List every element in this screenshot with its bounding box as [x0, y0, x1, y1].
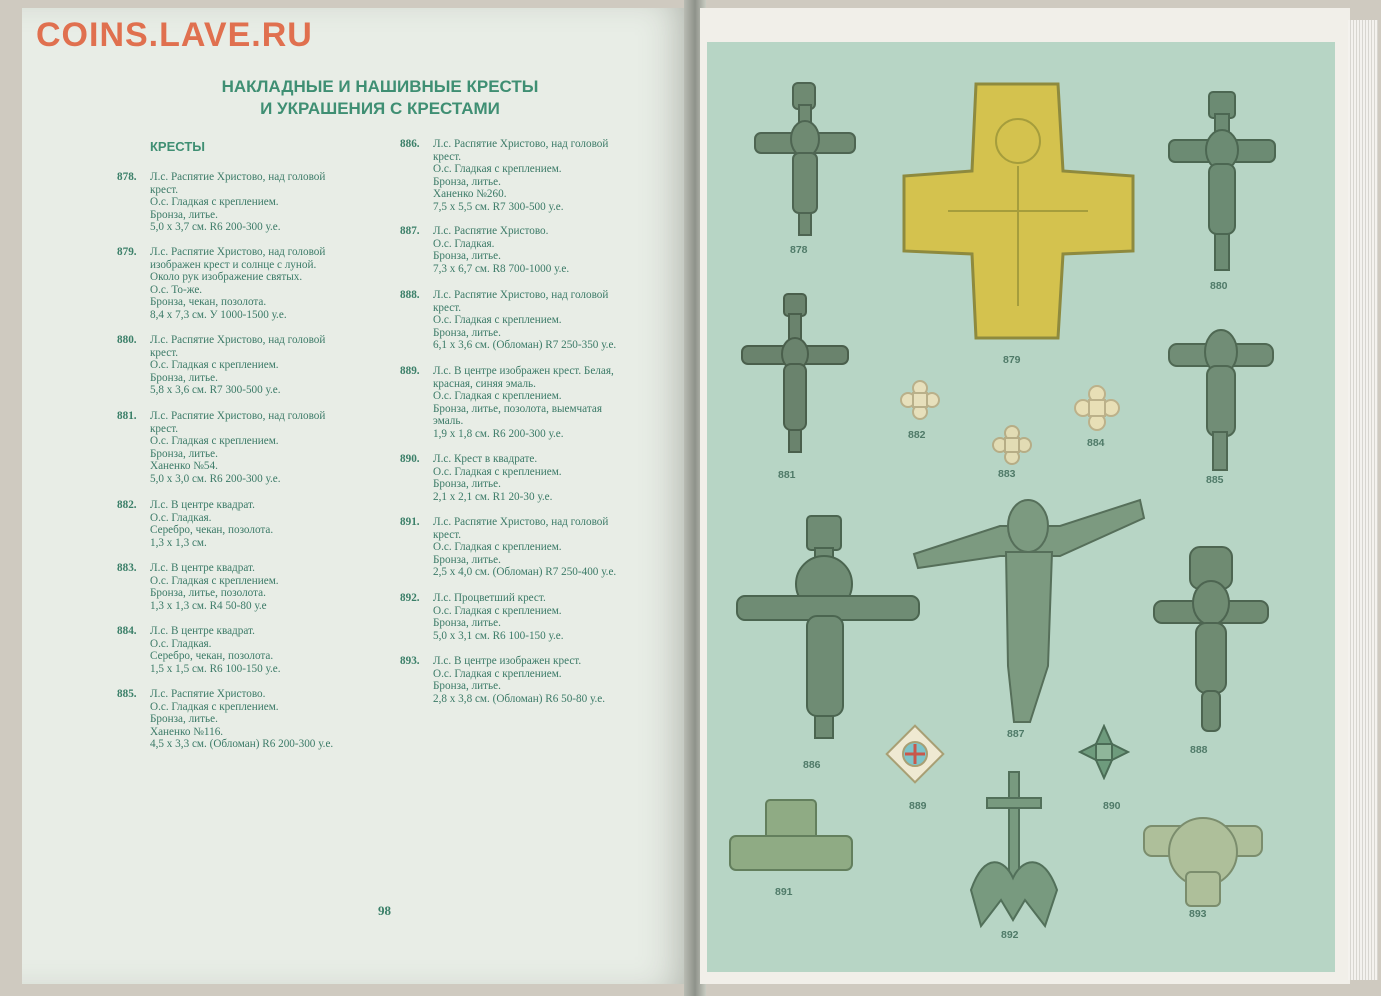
entry-line: крест.: [150, 422, 179, 435]
entry-line: Бронза, литье.: [150, 713, 218, 726]
entry-line: Ханенко №54.: [150, 460, 218, 473]
catalog-entry: [117, 246, 410, 322]
entry-line: 1,9 х 1,8 см. R6 200-300 у.е.: [433, 427, 564, 440]
cross-882-image: [900, 380, 940, 420]
catalog-entry: [117, 499, 410, 549]
entry-line: Л.с. Распятие Христово, над головой: [150, 171, 326, 183]
entry-line: О.с. Гладкая с креплением.: [150, 435, 279, 448]
entry-line: изображен крест и солнце с луной.: [150, 258, 317, 271]
entry-line: О.с. Гладкая с креплением.: [150, 196, 279, 209]
entry-line: Бронза, литье.: [433, 478, 501, 491]
entry-line: Бронза, литье, позолота, выемчатая: [433, 402, 602, 415]
entry-line: Л.с. В центре изображен крест.: [433, 655, 582, 667]
figure-label: 891: [775, 886, 793, 898]
entry-line: 6,1 х 3,6 см. (Обломан) R7 250-350 у.е.: [433, 339, 617, 352]
entry-line: Л.с. Распятие Христово.: [150, 688, 266, 700]
entry-number: 882.: [117, 499, 137, 511]
entry-line: Л.с. Распятие Христово, над головой: [150, 246, 326, 258]
entry-line: Л.с. В центре изображен крест. Белая,: [433, 365, 614, 377]
entry-line: Л.с. Процветший крест.: [433, 592, 546, 604]
entry-line: Серебро, чекан, позолота.: [150, 650, 274, 663]
entry-number: 884.: [117, 625, 137, 637]
figure-label: 892: [1001, 929, 1019, 941]
entry-line: Бронза, чекан, позолота.: [150, 296, 267, 309]
catalog-entry: [117, 334, 410, 397]
entry-line: Л.с. Распятие Христово, над головой: [433, 516, 609, 528]
cross-879-image: [898, 76, 1138, 346]
entry-line: О.с. Гладкая с креплением.: [433, 163, 562, 176]
entry-line: 1,3 х 1,3 см.: [150, 536, 207, 549]
entry-line: 7,3 х 6,7 см. R8 700-1000 у.е.: [433, 262, 570, 275]
entry-number: 879.: [117, 246, 137, 258]
figure-label: 879: [1003, 354, 1021, 366]
cross-888-image: [1152, 545, 1270, 735]
entry-number: 885.: [117, 688, 137, 700]
catalog-entry: [400, 516, 693, 579]
catalog-entry: [117, 625, 410, 675]
catalog-entry: [400, 365, 693, 441]
entry-line: О.с. Гладкая с креплением.: [433, 541, 562, 554]
entry-line: эмаль.: [433, 415, 464, 428]
entry-number: 880.: [117, 334, 137, 346]
entry-line: 2,8 х 3,8 см. (Обломан) R6 50-80 у.е.: [433, 692, 606, 705]
entry-line: Бронза, литье.: [433, 250, 501, 263]
cross-880-image: [1165, 90, 1280, 275]
entry-line: Бронза, литье.: [433, 680, 501, 693]
catalog-entry: [117, 562, 410, 612]
entry-line: О.с. Гладкая с креплением.: [150, 574, 279, 587]
cross-887-image: [910, 496, 1146, 726]
cross-889-image: [885, 720, 945, 790]
catalog-entry: [400, 592, 693, 642]
entry-line: О.с. Гладкая с креплением.: [433, 465, 562, 478]
catalog-entry: [117, 688, 410, 751]
entry-line: О.с. Гладкая с креплением.: [433, 390, 562, 403]
entry-line: Л.с. Крест в квадрате.: [433, 453, 538, 465]
entry-line: Ханенко №260.: [433, 188, 507, 201]
entry-number: 881.: [117, 410, 137, 422]
figure-label: 887: [1007, 728, 1025, 740]
section-heading: КРЕСТЫ: [150, 139, 206, 154]
entry-line: Бронза, литье.: [150, 208, 218, 221]
entry-line: Л.с. Распятие Христово, над головой: [150, 410, 326, 422]
entry-line: Л.с. Распятие Христово.: [433, 225, 549, 237]
page-title-line-1: НАКЛАДНЫЕ И НАШИВНЫЕ КРЕСТЫ: [221, 77, 539, 96]
cross-884-image: [1074, 385, 1120, 431]
entry-line: Бронза, литье.: [433, 326, 501, 339]
entry-line: Бронза, литье.: [433, 617, 501, 630]
entry-line: 7,5 х 5,5 см. R7 300-500 у.е.: [433, 200, 564, 213]
figure-label: 888: [1190, 744, 1208, 756]
entry-line: О.с. Гладкая.: [150, 637, 212, 650]
page-number: 98: [378, 903, 391, 918]
cross-886-image: [733, 512, 923, 752]
entry-number: 893.: [400, 655, 420, 667]
entry-line: крест.: [433, 301, 462, 314]
figure-label: 880: [1210, 280, 1228, 292]
entry-number: 878.: [117, 171, 137, 183]
catalog-entry: [400, 225, 693, 275]
entry-line: 5,0 х 3,1 см. R6 100-150 у.е.: [433, 629, 564, 642]
entry-number: 890.: [400, 453, 420, 465]
entry-line: крест.: [433, 150, 462, 163]
catalog-entry: [117, 410, 410, 486]
entry-line: Бронза, литье, позолота.: [150, 587, 266, 600]
catalog-entry: [117, 171, 410, 234]
entry-line: О.с. Гладкая с креплением.: [433, 314, 562, 327]
entry-line: Бронза, литье.: [150, 447, 218, 460]
entry-line: Л.с. Распятие Христово, над головой: [433, 289, 609, 301]
entry-line: Серебро, чекан, позолота.: [150, 524, 274, 537]
entry-line: О.с. Гладкая.: [433, 237, 495, 250]
entry-line: Л.с. Распятие Христово, над головой: [433, 138, 609, 150]
figure-label: 878: [790, 244, 808, 256]
entry-line: Л.с. В центре квадрат.: [150, 499, 255, 511]
watermark: COINS.LAVE.RU: [36, 16, 313, 54]
entry-number: 883.: [117, 562, 137, 574]
cross-891-image: [728, 796, 854, 886]
entry-line: красная, синяя эмаль.: [433, 377, 536, 390]
figure-label: 886: [803, 759, 821, 771]
entry-number: 886.: [400, 138, 420, 150]
figure-label: 889: [909, 800, 927, 812]
entry-number: 891.: [400, 516, 420, 528]
entry-line: Л.с. В центре квадрат.: [150, 625, 255, 637]
entry-line: Бронза, литье.: [433, 175, 501, 188]
figure-label: 893: [1189, 908, 1207, 920]
figure-label: 881: [778, 469, 796, 481]
figure-label: 885: [1206, 474, 1224, 486]
cross-893-image: [1140, 812, 1266, 908]
catalog-entry: [400, 289, 693, 352]
entry-number: 887.: [400, 225, 420, 237]
figure-label: 882: [908, 429, 926, 441]
entry-line: крест.: [433, 528, 462, 541]
entry-number: 888.: [400, 289, 420, 301]
entry-line: 5,0 х 3,7 см. R6 200-300 у.е.: [150, 221, 281, 234]
page-edges: [1348, 20, 1378, 980]
entry-line: О.с. Гладкая с креплением.: [433, 667, 562, 680]
entry-line: 5,8 х 3,6 см. R7 300-500 у.е.: [150, 384, 281, 397]
entry-line: О.с. То-же.: [150, 283, 203, 296]
cross-885-image: [1165, 322, 1277, 474]
entry-line: 2,1 х 2,1 см. R1 20-30 у.е.: [433, 490, 553, 503]
cross-892-image: [965, 770, 1061, 930]
entry-line: 5,0 х 3,0 см. R6 200-300 у.е.: [150, 472, 281, 485]
entry-line: Л.с. Распятие Христово, над головой: [150, 334, 326, 346]
entry-line: 4,5 х 3,3 см. (Обломан) R6 200-300 у.е.: [150, 738, 334, 751]
entry-line: Бронза, литье.: [433, 553, 501, 566]
catalog-entry: [400, 655, 693, 705]
entry-number: 889.: [400, 365, 420, 377]
figure-label: 884: [1087, 437, 1105, 449]
cross-878-image: [745, 75, 865, 245]
entry-line: 1,3 х 1,3 см. R4 50-80 у.е: [150, 599, 267, 612]
cross-881-image: [740, 292, 850, 457]
entry-line: Л.с. В центре квадрат.: [150, 562, 255, 574]
entry-line: О.с. Гладкая с креплением.: [433, 604, 562, 617]
entry-line: 1,5 х 1,5 см. R6 100-150 у.е.: [150, 662, 281, 675]
entry-line: крест.: [150, 346, 179, 359]
cross-890-image: [1078, 724, 1130, 780]
entry-line: 8,4 х 7,3 см. У 1000-1500 у.е.: [150, 308, 287, 321]
figure-label: 890: [1103, 800, 1121, 812]
entry-line: Около рук изображение святых.: [150, 271, 303, 284]
entry-line: Ханенко №116.: [150, 725, 224, 738]
entry-line: 2,5 х 4,0 см. (Обломан) R7 250-400 у.е.: [433, 566, 617, 579]
entry-line: О.с. Гладкая с креплением.: [150, 359, 279, 372]
page-title: [130, 76, 630, 120]
entry-line: О.с. Гладкая с креплением.: [150, 700, 279, 713]
entry-line: Бронза, литье.: [150, 371, 218, 384]
entry-line: крест.: [150, 183, 179, 196]
figure-label: 883: [998, 468, 1016, 480]
catalog-entry: [400, 138, 693, 214]
entry-number: 892.: [400, 592, 420, 604]
entry-line: О.с. Гладкая.: [150, 511, 212, 524]
catalog-entry: [400, 453, 693, 503]
page-title-line-2: И УКРАШЕНИЯ С КРЕСТАМИ: [260, 99, 500, 118]
cross-883-image: [992, 425, 1032, 465]
